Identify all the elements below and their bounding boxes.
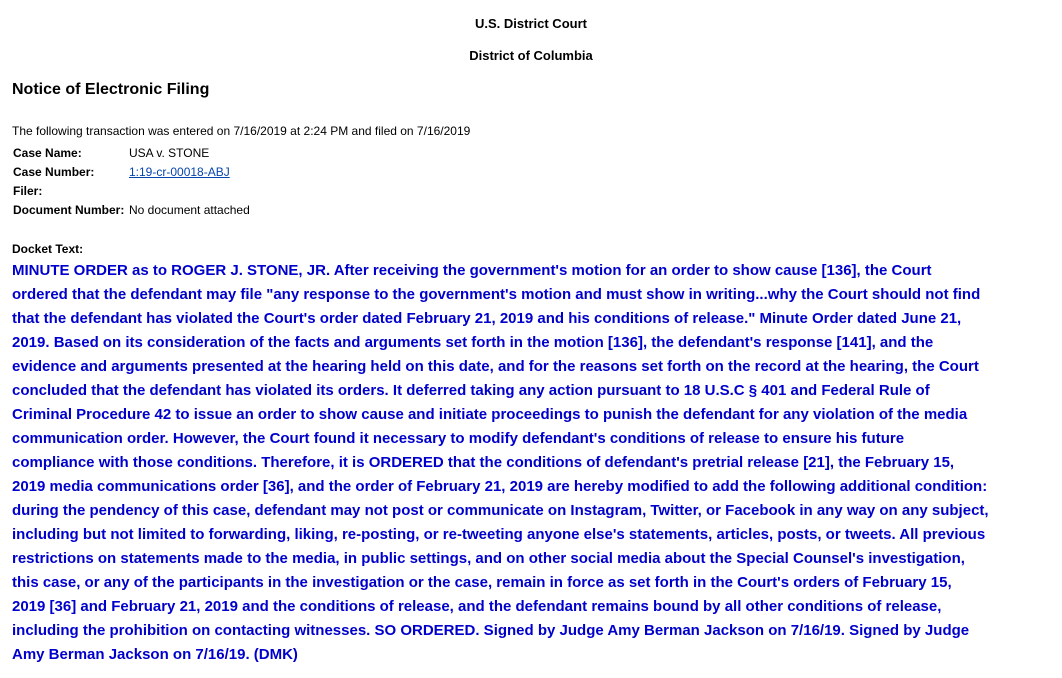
filer-row [12, 182, 251, 199]
docket-text-body [12, 259, 1058, 667]
case-name-value: USA v. STONE [129, 145, 210, 160]
case-info-table [10, 142, 253, 220]
docket-text-line: that the defendant has violated the Court's order dated February 21, 2019 and his conditions of release." Minute Order dated June 21, [12, 310, 962, 327]
case-number-label: Case Number: [13, 164, 95, 179]
docket-text-line: 2019. Based on its consideration of the facts and arguments set forth in the motion [136], the defendant's response [141], and the [12, 334, 934, 351]
docket-text-line: restrictions on statements made to the media, in public settings, and on other social media about the Special Counsel's investigation, [12, 550, 965, 567]
docket-text-line: communication order. However, the Court found it necessary to modify defendant's conditions of release to ensure his future [12, 430, 905, 447]
case-number-row [12, 163, 251, 180]
docket-text-line: compliance with those conditions. Therefore, it is ORDERED that the conditions of defendant's pretrial release [21], the February 15, [12, 454, 955, 471]
docket-text-line: including but not limited to forwarding, liking, re-posting, or re-tweeting anyone else's statements, articles, posts, or tweets. All previous [12, 526, 986, 543]
filer-label: Filer: [13, 183, 43, 198]
docket-text-line: 2019 media communications order [36], and the order of February 21, 2019 are hereby modified to add the following additional condition: [12, 478, 988, 495]
docket-text-line: ordered that the defendant may file "any response to the government's motion and must show in writing...why the Court should not find [12, 286, 981, 303]
docket-text-line: this case, or any of the participants in the investigation or the case, remain in force as set forth in the Court's orders of February 15, [12, 574, 952, 591]
docket-text-label: Docket Text: [12, 242, 84, 256]
docket-text-line: during the pendency of this case, defendant may not post or communicate on Instagram, Twitter, or Facebook in any way on any subject, [12, 502, 989, 519]
case-name-label: Case Name: [13, 145, 82, 160]
document-number-row [12, 201, 251, 218]
docket-text-line: MINUTE ORDER as to ROGER J. STONE, JR. After receiving the government's motion for an order to show cause [136], the Court [12, 262, 932, 279]
docket-text-line: evidence and arguments presented at the hearing held on this date, and for the reasons set forth on the record at the hearing, the Court [12, 358, 979, 375]
docket-text-line: Amy Berman Jackson on 7/16/19. (DMK) [12, 646, 298, 663]
docket-text-line: 2019 [36] and February 21, 2019 and the conditions of release, and the defendant remains bound by all other conditions of release, [12, 598, 942, 615]
docket-text-line: including the prohibition on contacting witnesses. SO ORDERED. Signed by Judge Amy Berman Jackson on 7/16/19. Signed by Judge [12, 622, 970, 639]
notice-title: Notice of Electronic Filing [12, 81, 210, 98]
transaction-line: The following transaction was entered on 7/16/2019 at 2:24 PM and filed on 7/16/2019 [12, 124, 471, 138]
document-number-value: No document attached [129, 202, 250, 217]
case-number-link[interactable]: 1:19-cr-00018-ABJ [129, 164, 230, 179]
case-name-row [12, 144, 251, 161]
district-name: District of Columbia [469, 48, 593, 63]
filer-value [128, 182, 251, 199]
document-number-label: Document Number: [13, 202, 125, 217]
court-name: U.S. District Court [475, 16, 587, 31]
case-number-cell [128, 163, 251, 180]
docket-text-line: concluded that the defendant has violated its orders. It deferred taking any action pursuant to 18 U.S.C § 401 and Federal Rule of [12, 382, 930, 399]
docket-text-line: Criminal Procedure 42 to issue an order to show cause and initiate proceedings to punish the defendant for any violation of the media [12, 406, 968, 423]
